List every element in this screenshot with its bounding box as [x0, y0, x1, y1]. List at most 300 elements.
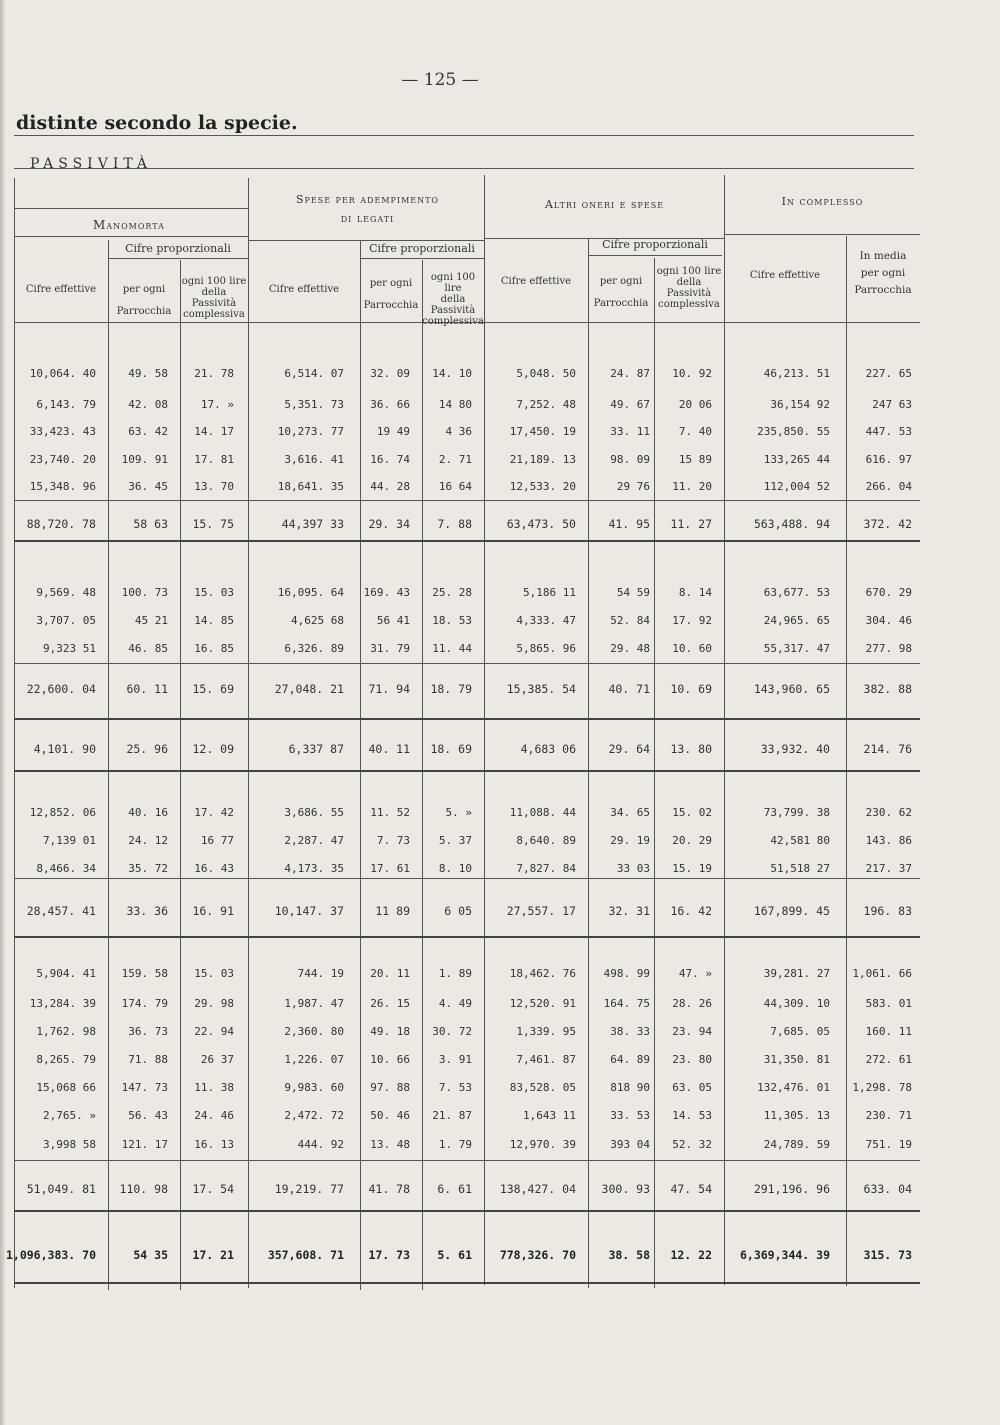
- table-cell: 110. 98: [119, 1182, 168, 1196]
- table-cell: 744. 19: [297, 967, 344, 980]
- table-cell: 17. 21: [192, 1248, 234, 1262]
- table-cell: 42. 08: [128, 398, 168, 411]
- table-cell: 17. »: [200, 398, 234, 411]
- table-cell: 24,789. 59: [763, 1138, 830, 1151]
- table-cell: 17. 54: [192, 1182, 234, 1196]
- table-cell: 18,641. 35: [277, 480, 344, 493]
- table-cell: 26. 15: [370, 997, 410, 1010]
- table-cell: 444. 92: [297, 1138, 344, 1151]
- table-cell: 778,326. 70: [499, 1248, 576, 1262]
- table-cell: 121. 17: [121, 1138, 168, 1151]
- group-manomorta: Manomorta: [93, 218, 165, 232]
- table-cell: 1,061. 66: [852, 967, 912, 980]
- table-cell: 17. 61: [370, 862, 410, 875]
- table-cell: 10. 66: [370, 1053, 410, 1066]
- group-spese-line1: Spese per adempimento: [295, 193, 439, 206]
- table-cell: 6 05: [444, 904, 472, 918]
- table-cell: 12,520. 91: [509, 997, 576, 1010]
- table-cell: 30. 72: [432, 1025, 472, 1038]
- table-cell: 1,226. 07: [284, 1053, 344, 1066]
- column-rule: [422, 260, 423, 1290]
- table-cell: 16. 91: [192, 904, 234, 918]
- table-cell: 14. 53: [672, 1109, 712, 1122]
- table-cell: 22,600. 04: [26, 682, 96, 696]
- colhead-ogni-100-line: ogni 100 lire: [430, 272, 476, 294]
- table-cell: 15. 69: [192, 682, 234, 696]
- table-cell: 44,309. 10: [763, 997, 830, 1010]
- table-cell: 21. 78: [194, 367, 234, 380]
- table-cell: 9,569. 48: [36, 586, 96, 599]
- table-cell: 230. 62: [865, 806, 912, 819]
- table-cell: 17. 73: [368, 1248, 410, 1262]
- table-cell: 16. 74: [370, 453, 410, 466]
- colhead-ogni-100-lire: [422, 272, 484, 327]
- table-cell: 44,397 33: [281, 517, 344, 531]
- table-cell: 3,686. 55: [284, 806, 344, 819]
- table-cell: 28. 26: [672, 997, 712, 1010]
- table-cell: 277. 98: [865, 642, 912, 655]
- table-cell: 563,488. 94: [753, 517, 830, 531]
- table-cell: 8,466. 34: [36, 862, 96, 875]
- header-rule: [724, 234, 920, 235]
- table-cell: 29. 19: [610, 834, 650, 847]
- colhead-per-ogni: [360, 278, 422, 311]
- table-cell: 29. 48: [610, 642, 650, 655]
- table-cell: 38. 58: [608, 1248, 650, 1262]
- table-cell: 12,533. 20: [509, 480, 576, 493]
- group-separator: [14, 1160, 920, 1161]
- table-cell: 33. 53: [610, 1109, 650, 1122]
- group-separator: [14, 1210, 920, 1212]
- table-cell: 27,048. 21: [274, 682, 344, 696]
- table-cell: 11. 27: [670, 517, 712, 531]
- table-cell: 1. 89: [438, 967, 472, 980]
- table-cell: 36. 45: [128, 480, 168, 493]
- table-cell: 7. 53: [438, 1081, 472, 1094]
- colhead-ogni-100-line: complessiva: [422, 316, 484, 327]
- table-cell: 52. 32: [672, 1138, 712, 1151]
- table-cell: 52. 84: [610, 614, 650, 627]
- table-cell: 8,640. 89: [516, 834, 576, 847]
- page-number: — 125 —: [401, 70, 479, 90]
- table-cell: 33,423. 43: [29, 425, 96, 438]
- table-cell: 28,457. 41: [26, 904, 96, 918]
- table-cell: 818 90: [610, 1081, 650, 1094]
- table-cell: 2,765. »: [43, 1109, 96, 1122]
- column-rule: [654, 258, 655, 1288]
- group-separator: [14, 936, 920, 938]
- table-cell: 4,625 68: [291, 614, 344, 627]
- table-cell: 15. 03: [194, 586, 234, 599]
- table-cell: 38. 33: [610, 1025, 650, 1038]
- table-cell: 214. 76: [863, 742, 912, 756]
- table-cell: 22. 94: [194, 1025, 234, 1038]
- table-cell: 11 89: [375, 904, 410, 918]
- table-cell: 4,333. 47: [516, 614, 576, 627]
- table-cell: 8. 14: [678, 586, 712, 599]
- header-rule: [14, 208, 248, 209]
- table-cell: 31,350. 81: [763, 1053, 830, 1066]
- table-cell: 4,173. 35: [284, 862, 344, 875]
- table-cell: 6,369,344. 39: [739, 1248, 830, 1262]
- table-cell: 27,557. 17: [506, 904, 576, 918]
- table-cell: 7. 40: [678, 425, 712, 438]
- table-cell: 11. 38: [194, 1081, 234, 1094]
- table-cell: 9,323 51: [43, 642, 96, 655]
- subhead-cifre-proporzionali: Cifre proporzionali: [125, 242, 231, 255]
- table-cell: 23. 80: [672, 1053, 712, 1066]
- table-cell: 18. 69: [430, 742, 472, 756]
- table-cell: 49. 67: [610, 398, 650, 411]
- column-rule: [360, 240, 361, 1290]
- colhead-cifre-effettive: Cifre effettive: [268, 284, 340, 295]
- table-cell: 393 04: [610, 1138, 650, 1151]
- table-cell: 35. 72: [128, 862, 168, 875]
- table-cell: 230. 71: [865, 1109, 912, 1122]
- table-cell: 16,095. 64: [277, 586, 344, 599]
- table-cell: 12,970. 39: [509, 1138, 576, 1151]
- table-cell: 2. 71: [438, 453, 472, 466]
- table-cell: 56. 43: [128, 1109, 168, 1122]
- table-cell: 4,101. 90: [33, 742, 96, 756]
- table-cell: 235,850. 55: [757, 425, 830, 438]
- subhead-cifre-proporzionali: Cifre proporzionali: [369, 242, 475, 255]
- table-cell: 23. 94: [672, 1025, 712, 1038]
- table-cell: 19,219. 77: [274, 1182, 344, 1196]
- table-cell: 10. 69: [670, 682, 712, 696]
- table-cell: 138,427. 04: [499, 1182, 576, 1196]
- table-cell: 112,004 52: [763, 480, 830, 493]
- colhead-per-ogni-line: Parrocchia: [363, 300, 419, 311]
- header-rule: [360, 258, 484, 259]
- table-cell: 17. 81: [194, 453, 234, 466]
- table-cell: 24. 87: [610, 367, 650, 380]
- table-cell: 47. »: [678, 967, 712, 980]
- table-cell: 14 80: [438, 398, 472, 411]
- header-rule: [108, 258, 248, 259]
- colhead-cifre-effettive: Cifre effettive: [500, 276, 572, 287]
- section-title: PASSIVITÀ: [30, 156, 153, 172]
- table-cell: 21. 87: [432, 1109, 472, 1122]
- table-cell: 46,213. 51: [763, 367, 830, 380]
- table-cell: 5,186 11: [523, 586, 576, 599]
- table-cell: 382. 88: [863, 682, 912, 696]
- table-cell: 1,643 11: [523, 1109, 576, 1122]
- table-cell: 51,518 27: [770, 862, 830, 875]
- table-cell: 34. 65: [610, 806, 650, 819]
- table-cell: 291,196. 96: [753, 1182, 830, 1196]
- table-cell: 300. 93: [601, 1182, 650, 1196]
- table-cell: 7,139 01: [43, 834, 96, 847]
- page-edge-shadow: [0, 0, 6, 1425]
- table-cell: 13. 70: [194, 480, 234, 493]
- subhead-cifre-proporzionali: Cifre proporzionali: [602, 238, 708, 251]
- table-cell: 5,865. 96: [516, 642, 576, 655]
- table-cell: 357,608. 71: [267, 1248, 344, 1262]
- table-cell: 23,740. 20: [29, 453, 96, 466]
- table-cell: 633. 04: [863, 1182, 912, 1196]
- table-cell: 11,088. 44: [509, 806, 576, 819]
- table-cell: 50. 46: [370, 1109, 410, 1122]
- table-cell: 7. 73: [376, 834, 410, 847]
- group-separator: [14, 878, 920, 879]
- table-cell: 5,904. 41: [36, 967, 96, 980]
- colhead-per-ogni: [108, 284, 180, 317]
- table-cell: 143,960. 65: [753, 682, 830, 696]
- group-separator: [14, 500, 920, 501]
- table-cell: 5,351. 73: [284, 398, 344, 411]
- table-cell: 13,284. 39: [29, 997, 96, 1010]
- table-cell: 18. 53: [432, 614, 472, 627]
- colhead-in-media-line: Parrocchia: [854, 284, 912, 296]
- table-cell: 15. 75: [192, 517, 234, 531]
- colhead-per-ogni-line: per ogni: [369, 278, 413, 289]
- table-cell: 12,852. 06: [29, 806, 96, 819]
- table-cell: 36,154 92: [770, 398, 830, 411]
- table-cell: 4 36: [445, 425, 472, 438]
- group-spese-line2: di legati: [340, 212, 395, 225]
- table-cell: 18,462. 76: [509, 967, 576, 980]
- table-cell: 1,762. 98: [36, 1025, 96, 1038]
- table-cell: 2,360. 80: [284, 1025, 344, 1038]
- colhead-ogni-100-line: della: [440, 294, 466, 305]
- table-cell: 36. 73: [128, 1025, 168, 1038]
- table-cell: 17. 42: [194, 806, 234, 819]
- colhead-per-ogni-line: Parrocchia: [116, 306, 172, 317]
- table-cell: 147. 73: [121, 1081, 168, 1094]
- table-cell: 15,068 66: [36, 1081, 96, 1094]
- table-cell: 7,461. 87: [516, 1053, 576, 1066]
- table-cell: 4. 49: [438, 997, 472, 1010]
- table-cell: 7. 88: [437, 517, 472, 531]
- table-cell: 58 63: [133, 517, 168, 531]
- colhead-ogni-100-lire: [654, 266, 724, 310]
- table-cell: 5. 37: [438, 834, 472, 847]
- header-rule: [14, 236, 248, 237]
- table-cell: 73,799. 38: [763, 806, 830, 819]
- table-cell: 751. 19: [865, 1138, 912, 1151]
- table-cell: 8,265. 79: [36, 1053, 96, 1066]
- table-cell: 7,685. 05: [770, 1025, 830, 1038]
- table-cell: 11. 20: [672, 480, 712, 493]
- table-cell: 160. 11: [865, 1025, 912, 1038]
- table-cell: 11. 44: [432, 642, 472, 655]
- table-cell: 6,337 87: [288, 742, 344, 756]
- table-cell: 17. 92: [672, 614, 712, 627]
- table-cell: 1,987. 47: [284, 997, 344, 1010]
- table-cell: 9,983. 60: [284, 1081, 344, 1094]
- table-cell: 266. 04: [865, 480, 912, 493]
- table-cell: 3. 91: [438, 1053, 472, 1066]
- table-cell: 40. 16: [128, 806, 168, 819]
- group-altri: Altri oneri e spese: [544, 198, 665, 211]
- table-cell: 372. 42: [863, 517, 912, 531]
- table-cell: 16. 42: [670, 904, 712, 918]
- table-cell: 17,450. 19: [509, 425, 576, 438]
- table-cell: 71. 94: [368, 682, 410, 696]
- table-cell: 167,899. 45: [753, 904, 830, 918]
- colhead-ogni-100-line: ogni 100 lire: [656, 266, 722, 277]
- table-cell: 12. 09: [192, 742, 234, 756]
- table-cell: 583. 01: [865, 997, 912, 1010]
- column-rule: [846, 236, 847, 1286]
- table-cell: 54 35: [133, 1248, 168, 1262]
- table-cell: 51,049. 81: [26, 1182, 96, 1196]
- table-cell: 16 77: [200, 834, 234, 847]
- table-cell: 29. 34: [368, 517, 410, 531]
- group-complesso: In complesso: [781, 195, 864, 208]
- table-cell: 32. 31: [608, 904, 650, 918]
- table-cell: 498. 99: [603, 967, 650, 980]
- group-separator: [14, 1282, 920, 1284]
- table-cell: 24. 46: [194, 1109, 234, 1122]
- table-cell: 217. 37: [865, 862, 912, 875]
- table-cell: 29. 98: [194, 997, 234, 1010]
- colhead-in-media-line: In media: [859, 250, 907, 262]
- table-cell: 60. 11: [126, 682, 168, 696]
- table-cell: 164. 75: [603, 997, 650, 1010]
- colhead-ogni-100-line: complessiva: [183, 309, 245, 320]
- table-cell: 13. 48: [370, 1138, 410, 1151]
- table-cell: 12. 22: [670, 1248, 712, 1262]
- table-cell: 16 64: [438, 480, 472, 493]
- table-cell: 227. 65: [865, 367, 912, 380]
- column-rule: [14, 178, 15, 1288]
- table-cell: 63. 42: [128, 425, 168, 438]
- table-cell: 31. 79: [370, 642, 410, 655]
- table-cell: 33 03: [616, 862, 650, 875]
- table-cell: 10,273. 77: [277, 425, 344, 438]
- group-separator: [14, 540, 920, 542]
- table-cell: 447. 53: [865, 425, 912, 438]
- table-cell: 47. 54: [670, 1182, 712, 1196]
- table-cell: 15,348. 96: [29, 480, 96, 493]
- table-cell: 10,147. 37: [274, 904, 344, 918]
- colhead-ogni-100-line: Passività: [666, 288, 712, 299]
- table-cell: 83,528. 05: [509, 1081, 576, 1094]
- table-cell: 2,472. 72: [284, 1109, 344, 1122]
- table-cell: 64. 89: [610, 1053, 650, 1066]
- table-cell: 20 06: [678, 398, 712, 411]
- colhead-ogni-100-lire: [180, 276, 248, 320]
- table-cell: 132,476. 01: [757, 1081, 830, 1094]
- table-cell: 14. 17: [194, 425, 234, 438]
- table-cell: 1,298. 78: [852, 1081, 912, 1094]
- table-cell: 55,317. 47: [763, 642, 830, 655]
- table-cell: 15. 02: [672, 806, 712, 819]
- table-cell: 42,581 80: [770, 834, 830, 847]
- table-cell: 25. 28: [432, 586, 472, 599]
- table-cell: 11. 52: [370, 806, 410, 819]
- table-cell: 14. 85: [194, 614, 234, 627]
- table-cell: 247 63: [872, 398, 912, 411]
- table-cell: 4,683 06: [520, 742, 576, 756]
- column-rule: [484, 175, 485, 1285]
- table-cell: 24,965. 65: [763, 614, 830, 627]
- table-cell: 5. »: [445, 806, 472, 819]
- table-cell: 169. 43: [363, 586, 410, 599]
- colhead-in-media-line: per ogni: [860, 267, 906, 279]
- table-cell: 14. 10: [432, 367, 472, 380]
- table-cell: 98. 09: [610, 453, 650, 466]
- table-cell: 10. 92: [672, 367, 712, 380]
- header-rule: [248, 240, 484, 241]
- table-cell: 33. 36: [126, 904, 168, 918]
- group-separator: [14, 663, 920, 664]
- colhead-ogni-100-line: della: [676, 277, 702, 288]
- table-cell: 7,827. 84: [516, 862, 576, 875]
- table-cell: 25. 96: [126, 742, 168, 756]
- table-cell: 63,473. 50: [506, 517, 576, 531]
- table-cell: 1. 79: [438, 1138, 472, 1151]
- table-cell: 109. 91: [121, 453, 168, 466]
- table-cell: 36. 66: [370, 398, 410, 411]
- table-cell: 315. 73: [863, 1248, 912, 1262]
- table-cell: 24. 12: [128, 834, 168, 847]
- section-rule: [14, 168, 914, 169]
- table-cell: 15. 03: [194, 967, 234, 980]
- table-cell: 63. 05: [672, 1081, 712, 1094]
- colhead-per-ogni: [588, 276, 654, 309]
- table-cell: 6. 61: [437, 1182, 472, 1196]
- table-cell: 49. 58: [128, 367, 168, 380]
- table-cell: 29 76: [616, 480, 650, 493]
- table-cell: 670. 29: [865, 586, 912, 599]
- colhead-ogni-100-line: complessiva: [658, 299, 720, 310]
- column-rule: [108, 240, 109, 1290]
- table-cell: 3,707. 05: [36, 614, 96, 627]
- table-cell: 71. 88: [128, 1053, 168, 1066]
- column-rule: [180, 260, 181, 1290]
- column-rule: [724, 175, 725, 1285]
- header-rule: [588, 255, 722, 256]
- table-cell: 133,265 44: [763, 453, 830, 466]
- table-cell: 304. 46: [865, 614, 912, 627]
- table-cell: 29. 64: [608, 742, 650, 756]
- group-separator: [14, 770, 920, 772]
- table-cell: 6,326. 89: [284, 642, 344, 655]
- table-cell: 21,189. 13: [509, 453, 576, 466]
- colhead-per-ogni-line: per ogni: [122, 284, 166, 295]
- table-cell: 15,385. 54: [506, 682, 576, 696]
- table-cell: 44. 28: [370, 480, 410, 493]
- table-cell: 49. 18: [370, 1025, 410, 1038]
- table-cell: 3,616. 41: [284, 453, 344, 466]
- colhead-in-media: [846, 248, 920, 299]
- table-cell: 159. 58: [121, 967, 168, 980]
- table-cell: 97. 88: [370, 1081, 410, 1094]
- table-cell: 2,287. 47: [284, 834, 344, 847]
- table-cell: 3,998 58: [43, 1138, 96, 1151]
- table-cell: 20. 11: [370, 967, 410, 980]
- table-cell: 11,305. 13: [763, 1109, 830, 1122]
- table-cell: 33,932. 40: [760, 742, 830, 756]
- table-cell: 54 59: [616, 586, 650, 599]
- colhead-ogni-100-line: ogni 100 lire: [181, 276, 247, 287]
- table-cell: 45 21: [134, 614, 168, 627]
- table-cell: 40. 71: [608, 682, 650, 696]
- table-cell: 7,252. 48: [516, 398, 576, 411]
- table-cell: 616. 97: [865, 453, 912, 466]
- colhead-ogni-100-line: della: [201, 287, 227, 298]
- table-cell: 18. 79: [430, 682, 472, 696]
- table-cell: 46. 85: [128, 642, 168, 655]
- table-cell: 88,720. 78: [26, 517, 96, 531]
- table-cell: 15. 19: [672, 862, 712, 875]
- table-cell: 1,339. 95: [516, 1025, 576, 1038]
- group-separator: [14, 718, 920, 720]
- table-cell: 5,048. 50: [516, 367, 576, 380]
